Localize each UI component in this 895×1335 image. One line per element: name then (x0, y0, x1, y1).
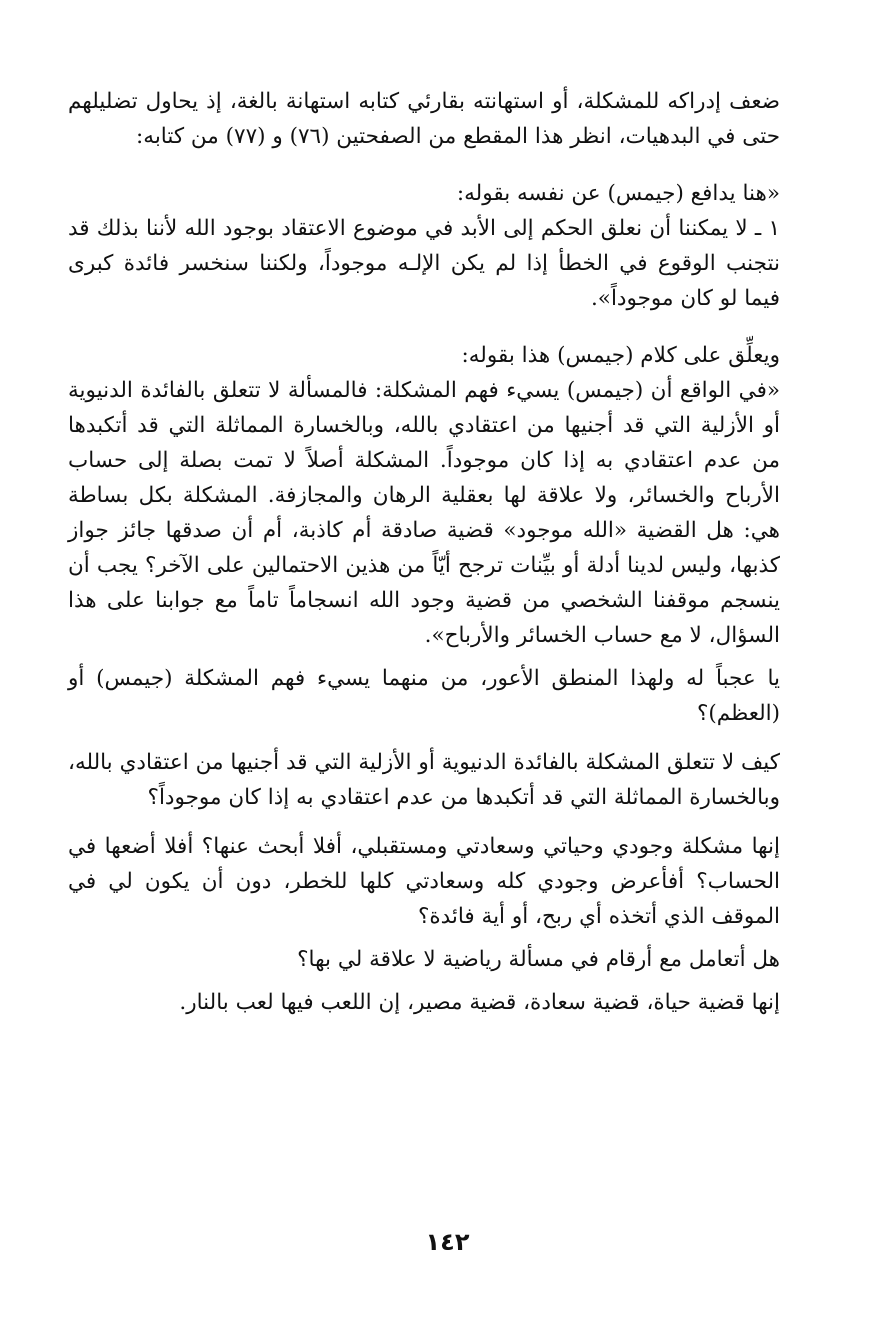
paragraph-comment-intro: ويعلِّق على كلام (جيمس) هذا بقوله: (461, 343, 780, 368)
paragraph-intro: ضعف إدراكه للمشكلة، أو استهانته بقارئي كتابه استهانة بالغة، إذ يحاول تضليلهم حتى في البدهيات، انظر هذا المقطع من الصفحتين (٧٦) و (٧٧) من كتابه: (68, 89, 780, 149)
paragraph-quote-point-one: ١ ـ لا يمكننا أن نعلق الحكم إلى الأبد في موضوع الاعتقاد بوجود الله لأننا بذلك قد نتجنب الوقوع في الخطأ إذا لم يكن الإلـه موجوداً، ولكننا سنخسر فائدة كبرى فيما لو كان موجوداً». (68, 216, 780, 311)
body-text (68, 84, 810, 1020)
paragraph-existence-problem: إنها مشكلة وجودي وحياتي وسعادتي ومستقبلي، أفلا أبحث عنها؟ أفلا أضعها في الحساب؟ أفأعرض وجودي كله وسعادتي كلها للخطر، دون أن يكون لي في الموقف الذي أتخذه أي ربح، أو أية فائدة؟ (68, 834, 780, 929)
paragraph-rebuttal: يا عجباً له ولهذا المنطق الأعور، من منهما يسيء فهم المشكلة (جيمس) أو (العظم)؟ (68, 666, 780, 726)
paragraph-quote-response: «في الواقع أن (جيمس) يسيء فهم المشكلة: فالمسألة لا تتعلق بالفائدة الدنيوية أو الأزلية التي قد أجنيها من اعتقادي بالله، وبالخسارة المماثلة التي قد أتكبدها من عدم اعتقادي به إذا كان موجوداً. المشكلة أصلاً لا تمت بصلة إلى حساب الأرباح والخسائر، ولا علاقة لها بعقلية الرهان والمجازفة. المشكلة بكل بساطة هي: هل القضية «الله موجود» قضية صادقة أم كاذبة، أم أن صدقها جائز جواز كذبها، وليس لدينا أدلة أو بيِّنات ترجح أيّاً من هذين الاحتمالين على الآخر؟ يجب أن ينسجم موقفنا الشخصي من قضية وجود الله انسجاماً تاماً مع جوابنا على هذا السؤال، لا مع حساب الخسائر والأرباح». (68, 378, 780, 648)
paragraph-quote-opening: «هنا يدافع (جيمس) عن نفسه بقوله: (456, 181, 780, 206)
paragraph-question-benefit: كيف لا تتعلق المشكلة بالفائدة الدنيوية أو الأزلية التي قد أجنيها من اعتقادي بالله، وبالخسارة المماثلة التي قد أتكبدها من عدم اعتقادي به إذا كان موجوداً؟ (68, 750, 780, 810)
page-number: ١٤٢ (425, 1228, 470, 1256)
paragraph-conclusion: إنها قضية حياة، قضية سعادة، قضية مصير، إن اللعب فيها لعب بالنار. (179, 990, 780, 1015)
paragraph-math-question: هل أتعامل مع أرقام في مسألة رياضية لا علاقة لي بها؟ (297, 947, 780, 972)
